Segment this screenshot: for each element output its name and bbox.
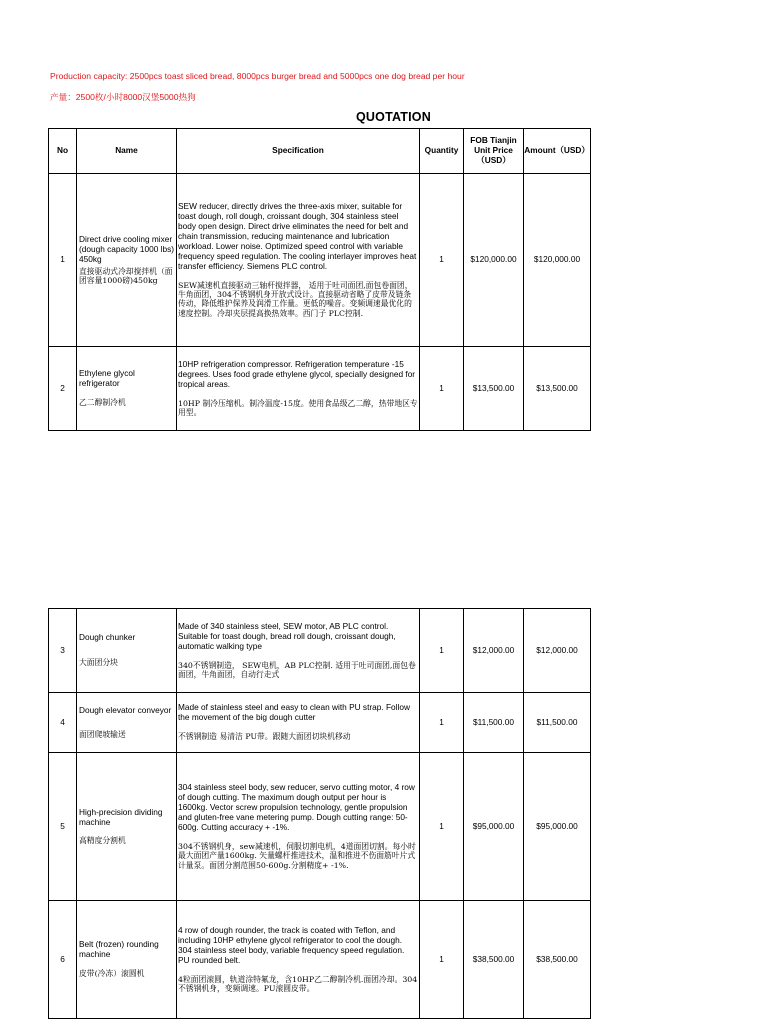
item-spec-en: 304 stainless steel body, sew reducer, servo cutting motor, 4 row of dough cutting. The maximum dough output per hour is 1600kg. Vector screw propulsion technology, gentle propulsion and gluten-free vane metering pump. Dough cutting range: 50-600g. Cutting accuracy + -1%.	[178, 782, 415, 832]
item-no: 2	[49, 347, 77, 431]
col-amount-header: Amount（USD）	[524, 129, 591, 174]
item-name-cn: 直接驱动式冷却搅拌机（面团容量1000磅)450kg	[79, 266, 173, 285]
item-spec	[177, 901, 420, 1019]
item-spec-cn: 304不锈钢机身，sew减速机，伺服切割电机，4道面团切割。每小时最大面团产量1600kg. 矢量螺杆推进技术，温和推进不伤面筋叶片式计量泵。面团分割范围50-600g.分割精度+ -1%.	[178, 841, 416, 870]
capacity-en: Production capacity: 2500pcs toast sliced bread, 8000pcs burger bread and 5000pcs one dog bread per hour	[50, 71, 465, 81]
item-unit-price: $120,000.00	[464, 174, 524, 347]
col-price-header: FOB Tianjin Unit Price（USD）	[464, 129, 524, 174]
table-row	[49, 901, 591, 1019]
item-spec-en: SEW reducer, directly drives the three-axis mixer, suitable for toast dough, roll dough, croissant dough, 304 stainless steel body open design. Direct drive eliminates the need for belt and chain transmission, reducing maintenance and lubrication workload. Lower noise. Optimized speed control with variable frequency speed regulation. The cooling interlayer improves heat transfer efficiency. Siemens PLC control.	[178, 200, 417, 271]
col-no-header: No	[49, 129, 77, 174]
item-no: 4	[49, 693, 77, 753]
item-name	[77, 693, 177, 753]
table-row	[49, 347, 591, 431]
capacity-cn: 产量：2500枚/小时8000汉堡5000热狗	[50, 92, 196, 102]
col-spec-header: Specification	[177, 129, 420, 174]
quotation-title: QUOTATION	[356, 110, 431, 124]
item-name	[77, 609, 177, 693]
item-name-cn: 皮带(冷冻）滚圆机	[79, 969, 145, 979]
item-no: 3	[49, 609, 77, 693]
item-no: 5	[49, 753, 77, 901]
item-name-en: Dough elevator conveyor	[79, 704, 172, 715]
table-row	[49, 693, 591, 753]
item-spec-cn: 4粒面团滚圆，轨道涂特氟龙，含10HP乙二醇制冷机.面团冷却。304不锈钢机身，变频调速。PU滚圆皮带。	[178, 974, 418, 993]
item-spec	[177, 609, 420, 693]
item-unit-price: $12,000.00	[464, 609, 524, 693]
item-amount: $38,500.00	[524, 901, 591, 1019]
item-spec-cn: 10HP 制冷压缩机。制冷温度-15度。使用食品级乙二醇，热带地区专用型。	[178, 398, 418, 417]
item-quantity: 1	[420, 609, 464, 693]
quotation-table-top	[48, 128, 591, 431]
item-name-cn: 乙二醇制冷机	[79, 398, 126, 408]
item-spec	[177, 693, 420, 753]
item-no: 1	[49, 174, 77, 347]
item-amount: $11,500.00	[524, 693, 591, 753]
quotation-table-bottom	[48, 608, 591, 1019]
item-spec-cn: SEW减速机直接驱动三轴杆搅拌器， 适用于吐司面团,面包卷面团，牛角面团，304不锈钢机身开放式设计。直接驱动省略了皮带及链条传动，降低维护保养及润滑工作量。更低的噪音。变频调速最优化的速度控制。冷却夹层提高换热效率。西门子 PLC控制.	[178, 280, 413, 318]
item-spec-cn: 不锈钢制造 易清洁 PU带。跟随大面团切块机移动	[178, 732, 351, 742]
item-quantity: 1	[420, 753, 464, 901]
item-spec	[177, 753, 420, 901]
item-amount: $13,500.00	[524, 347, 591, 431]
item-name	[77, 753, 177, 901]
item-amount: $120,000.00	[524, 174, 591, 347]
item-no: 6	[49, 901, 77, 1019]
item-name-cn: 大面团分块	[79, 658, 118, 668]
col-name-header: Name	[77, 129, 177, 174]
item-unit-price: $13,500.00	[464, 347, 524, 431]
item-name-en: Belt (frozen) rounding machine	[79, 939, 159, 960]
item-name	[77, 901, 177, 1019]
item-spec-en: Made of stainless steel and easy to clean with PU strap. Follow the movement of the big dough cutter	[178, 702, 410, 723]
item-name-en: Dough chunker	[79, 632, 136, 643]
item-amount: $95,000.00	[524, 753, 591, 901]
item-unit-price: $38,500.00	[464, 901, 524, 1019]
item-name	[77, 347, 177, 431]
item-quantity: 1	[420, 347, 464, 431]
col-quantity-header: Quantity	[420, 129, 464, 174]
item-unit-price: $11,500.00	[464, 693, 524, 753]
item-spec-en: 10HP refrigeration compressor. Refrigeration temperature -15 degrees. Uses food grade ethylene glycol, specially designed for tropical areas.	[178, 358, 416, 389]
item-amount: $12,000.00	[524, 609, 591, 693]
item-spec-cn: 340不锈钢制造， SEW电机，AB PLC控制. 适用于吐司面团,面包卷面团，牛角面团，自动行走式	[178, 660, 416, 679]
item-name-en: Direct drive cooling mixer (dough capacity 1000 lbs) 450kg	[79, 233, 175, 264]
item-spec-en: Made of 340 stainless steel, SEW motor, AB PLC control. Suitable for toast dough, bread roll dough, croissant dough, automatic walking type	[178, 620, 396, 651]
item-name-cn: 高精度分割机	[79, 835, 126, 845]
item-quantity: 1	[420, 174, 464, 347]
item-name-en: Ethylene glycol refrigerator	[79, 368, 135, 389]
item-spec-en: 4 row of dough rounder, the track is coated with Teflon, and including 10HP ethylene glycol refrigerator to cool the dough. 304 stainless steel body, variable frequency speed regulation. PU rounded belt.	[178, 924, 405, 965]
item-quantity: 1	[420, 693, 464, 753]
item-quantity: 1	[420, 901, 464, 1019]
table-row	[49, 609, 591, 693]
table-row	[49, 753, 591, 901]
item-name-en: High-precision dividing machine	[79, 806, 163, 827]
item-spec	[177, 174, 420, 347]
item-name-cn: 面团爬坡输送	[79, 729, 126, 739]
item-unit-price: $95,000.00	[464, 753, 524, 901]
item-spec	[177, 347, 420, 431]
table-row	[49, 174, 591, 347]
item-name	[77, 174, 177, 347]
table-header-row	[49, 129, 591, 174]
